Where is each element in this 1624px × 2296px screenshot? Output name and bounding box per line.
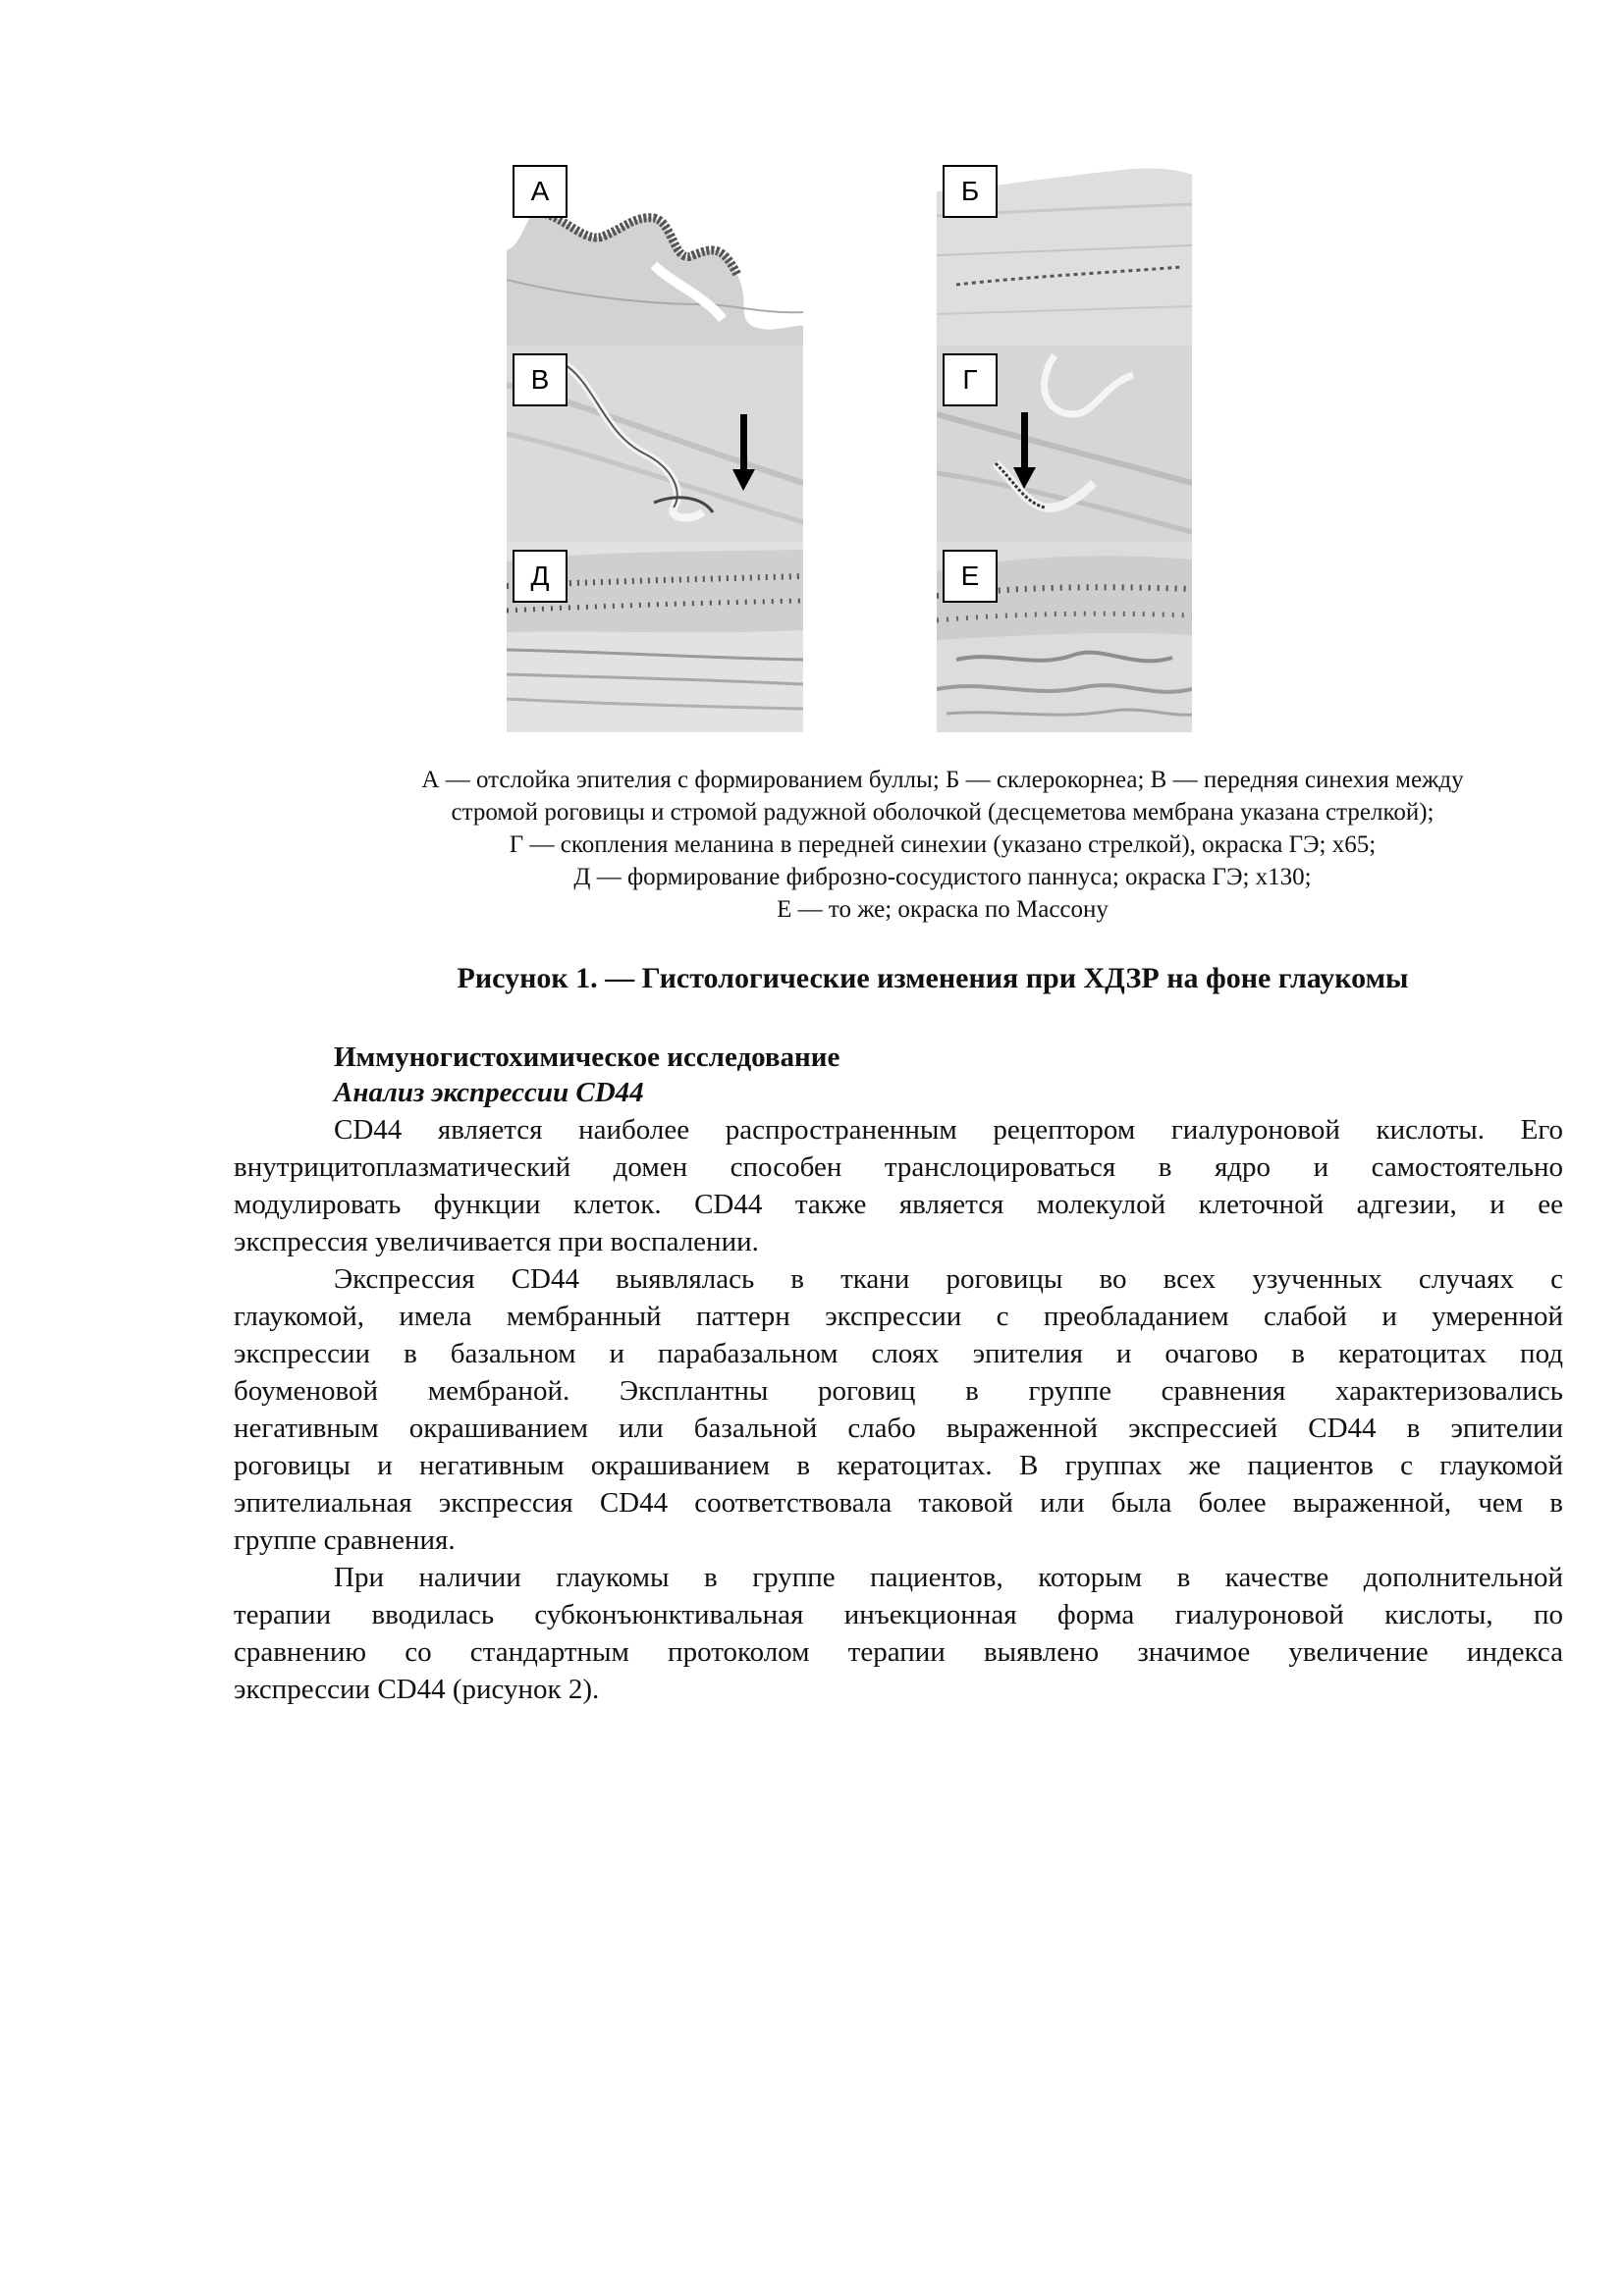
figure-title: Рисунок 1. — Гистологические изменения при ХДЗР на фоне глаукомы xyxy=(457,962,1409,994)
paragraph-line: группе сравнения. xyxy=(234,1524,456,1556)
panel-label: А xyxy=(513,165,568,218)
paragraph-line: боуменовой мембраной. Эксплантны роговиц в группе сравнения характеризовались xyxy=(234,1375,1563,1407)
caption-line: Г — скопления меланина в передней синехии (указано стрелкой), окраска ГЭ; х65; xyxy=(509,831,1377,858)
paragraph-line: Экспрессия CD44 выявлялась в ткани роговицы во всех узученных случаях с xyxy=(334,1263,1563,1295)
paragraph-line: модулировать функции клеток. CD44 также является молекулой клеточной адгезии, и ее xyxy=(234,1189,1563,1220)
caption-line: А — отслойка эпителия с формированием буллы; Б — склерокорнеа; В — передняя синехия между xyxy=(421,767,1464,793)
paragraph-line: внутрицитоплазматический домен способен транслоцироваться в ядро и самостоятельно xyxy=(234,1151,1563,1183)
micrograph-panel-a xyxy=(507,157,803,346)
panel-label: Б xyxy=(943,165,998,218)
panel-label: Д xyxy=(513,550,568,603)
paragraph-line: эпителиальная экспрессия CD44 соответствовала таковой или была более выраженной, чем в xyxy=(234,1487,1563,1519)
micrograph-panel-d xyxy=(507,542,803,732)
paragraph-line: негативным окрашиванием или базальной слабо выраженной экспрессией CD44 в эпителии xyxy=(234,1413,1563,1444)
section-subheading: Анализ экспрессии CD44 xyxy=(334,1077,644,1108)
micrograph-panel-e xyxy=(937,542,1192,732)
paragraph-line: экспрессии CD44 (рисунок 2). xyxy=(234,1674,600,1705)
caption-line: Д — формирование фиброзно-сосудистого паннуса; окраска ГЭ; х130; xyxy=(573,864,1312,890)
figure-caption xyxy=(324,764,1561,926)
paragraph-line: CD44 является наиболее распространенным рецептором гиалуроновой кислоты. Его xyxy=(334,1114,1563,1146)
paragraph-line: экспрессия увеличивается при воспалении. xyxy=(234,1226,759,1257)
paragraph-line: роговицы и негативным окрашиванием в кератоцитах. В группах же пациентов с глаукомой xyxy=(234,1450,1563,1481)
paragraph-line: сравнению со стандартным протоколом терапии выявлено значимое увеличение индекса xyxy=(234,1636,1563,1668)
panel-label: Е xyxy=(943,550,998,603)
micrograph-panel-b xyxy=(937,157,1192,346)
panel-label: В xyxy=(513,353,568,406)
micrograph-panel-v xyxy=(507,346,803,542)
panel-label: Г xyxy=(943,353,998,406)
paragraph-line: При наличии глаукомы в группе пациентов, которым в качестве дополнительной xyxy=(334,1562,1563,1593)
section-heading: Иммуногистохимическое исследование xyxy=(334,1041,840,1073)
caption-line: Е — то же; окраска по Массону xyxy=(777,896,1109,923)
paragraph-line: экспрессии в базальном и парабазальном слоях эпителия и очагово в кератоцитах под xyxy=(234,1338,1563,1369)
paragraph-line: глаукомой, имела мембранный паттерн экспрессии с преобладанием слабой и умеренной xyxy=(234,1301,1563,1332)
paragraph-line: терапии вводилась субконъюнктивальная инъекционная форма гиалуроновой кислоты, по xyxy=(234,1599,1563,1630)
caption-line: стромой роговицы и стромой радужной оболочкой (десцеметова мембрана указана стрелкой); xyxy=(451,799,1435,826)
micrograph-panel-g xyxy=(937,346,1192,542)
